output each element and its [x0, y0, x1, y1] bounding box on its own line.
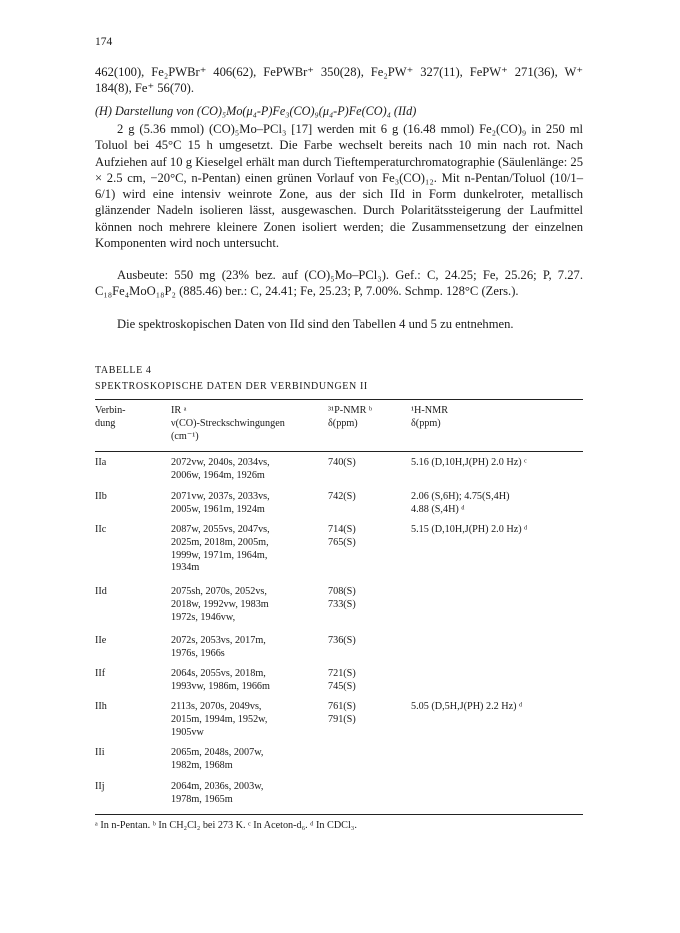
preparation-paragraph: [95, 121, 583, 251]
mass-spectrum-text: 462(100), Fe₂PWBr⁺ 406(62), FePWBr⁺ 350(28), Fe₂PW⁺ 327(11), FePW⁺ 271(36), W⁺ 184(8), Fe⁺ 56(70).: [95, 65, 583, 96]
header-ir: IR ᵃ ν(CO)-Streckschwingungen (cm⁻¹): [171, 405, 285, 442]
reference-text: Die spektroskopischen Daten von IId sind den Tabellen 4 und 5 zu entnehmen.: [117, 317, 514, 331]
cell-h-nmr: 5.05 (D,5H,J(PH) 2.2 Hz) ᵈ: [411, 701, 523, 712]
cell-p-nmr: 714(S) 765(S): [328, 524, 356, 548]
cell-ir: 2064m, 2036s, 2003w, 1978m, 1965m: [171, 781, 264, 805]
cell-compound: IIf: [95, 668, 106, 679]
page-number: 174: [95, 36, 113, 48]
cell-compound: IId: [95, 586, 107, 597]
cell-p-nmr: 761(S) 791(S): [328, 701, 356, 725]
table-label: TABELLE 4: [95, 365, 152, 376]
cell-compound: IIa: [95, 457, 107, 468]
preparation-text: 2 g (5.36 mmol) (CO)₅Mo–PCl₃ [17] werden mit 6 g (16.48 mmol) Fe₂(CO)₉ in 250 ml Toluol bei 45°C 15 h umgesetzt. Die Farbe wechselt bereits nach 10 min nach rot. Nach Aufziehen auf 10 g Kieselgel erhält man durch Tieftemperaturchromatographie (Säulenlänge: 25 × 2.5 cm, −20°C, n-Pentan) einen grünen Vorlauf von Fe₃(CO)₁₂. Mit n-Pentan/Toluol (10/1–6/1) wird eine intensiv weinrote Zone, aus der sich IId in Form dunkelroter, metallisch glänzender Nadeln isolieren lässt, ausgewaschen. Durch Polaritätssteigerung der Laufmittel können noch mehrere kleinere Zonen isoliert werden; die Zusammensetzung der einzelnen Komponenten wird noch untersucht.: [95, 122, 583, 251]
cell-p-nmr: 736(S): [328, 635, 356, 646]
cell-ir: 2075sh, 2070s, 2052vs, 2018w, 1992vw, 1983m 1972s, 1946vw,: [171, 586, 269, 623]
table-bottom-rule: [95, 814, 583, 815]
yield-paragraph: [95, 267, 583, 300]
cell-ir: 2072vw, 2040s, 2034vs, 2006w, 1964m, 1926m: [171, 457, 270, 481]
section-heading: [95, 103, 583, 119]
cell-p-nmr: 740(S): [328, 457, 356, 468]
header-h-nmr: ¹H-NMR δ(ppm): [411, 405, 449, 429]
cell-compound: IIb: [95, 491, 107, 502]
cell-ir: 2064s, 2055vs, 2018m, 1993vw, 1986m, 1966m: [171, 668, 270, 692]
cell-ir: 2087w, 2055vs, 2047vs, 2025m, 2018m, 2005m, 1999w, 1971m, 1964m, 1934m: [171, 524, 270, 574]
cell-p-nmr: 721(S) 745(S): [328, 668, 356, 692]
cell-h-nmr: 5.16 (D,10H,J(PH) 2.0 Hz) ᶜ: [411, 457, 527, 468]
table-title: SPEKTROSKOPISCHE DATEN DER VERBINDUNGEN II: [95, 381, 368, 392]
cell-ir: 2071vw, 2037s, 2033vs, 2005w, 1961m, 1924m: [171, 491, 270, 515]
cell-p-nmr: 708(S) 733(S): [328, 586, 356, 610]
mass-spectrum-line: [95, 64, 583, 97]
table-footnote: ᵃ In n-Pentan. ᵇ In CH₂Cl₂ bei 273 K. ᶜ In Aceton-d₆. ᵈ In CDCl₃.: [95, 820, 357, 831]
reference-paragraph: [95, 316, 583, 332]
yield-text: Ausbeute: 550 mg (23% bez. auf (CO)₅Mo–PCl₃). Gef.: C, 24.25; Fe, 25.26; P, 7.27. C₁₈Fe₄MoO₁₈P₂ (885.46) ber.: C, 24.41; Fe, 25.23; P, 7.00%. Schmp. 128°C (Zers.).: [95, 268, 583, 299]
cell-compound: IIc: [95, 524, 107, 535]
header-compound: Verbin- dung: [95, 405, 126, 429]
table-header-rule: [95, 451, 583, 452]
cell-compound: IIi: [95, 747, 105, 758]
header-p-nmr: ³¹P-NMR ᵇ δ(ppm): [328, 405, 373, 429]
cell-compound: IIj: [95, 781, 105, 792]
table-top-rule: [95, 399, 583, 400]
cell-compound: IIe: [95, 635, 107, 646]
cell-ir: 2065m, 2048s, 2007w, 1982m, 1968m: [171, 747, 264, 771]
cell-compound: IIh: [95, 701, 107, 712]
cell-ir: 2113s, 2070s, 2049vs, 2015m, 1994m, 1952w, 1905vw: [171, 701, 268, 738]
cell-h-nmr: 5.15 (D,10H,J(PH) 2.0 Hz) ᵈ: [411, 524, 528, 535]
cell-h-nmr: 2.06 (S,6H); 4.75(S,4H) 4.88 (S,4H) ᵈ: [411, 491, 510, 515]
cell-ir: 2072s, 2053vs, 2017m, 1976s, 1966s: [171, 635, 266, 659]
cell-p-nmr: 742(S): [328, 491, 356, 502]
section-heading-text: (H) Darstellung von (CO)₅Mo(μ₄-P)Fe₃(CO)₉(μ₄-P)Fe(CO)₄ (IId): [95, 104, 417, 118]
